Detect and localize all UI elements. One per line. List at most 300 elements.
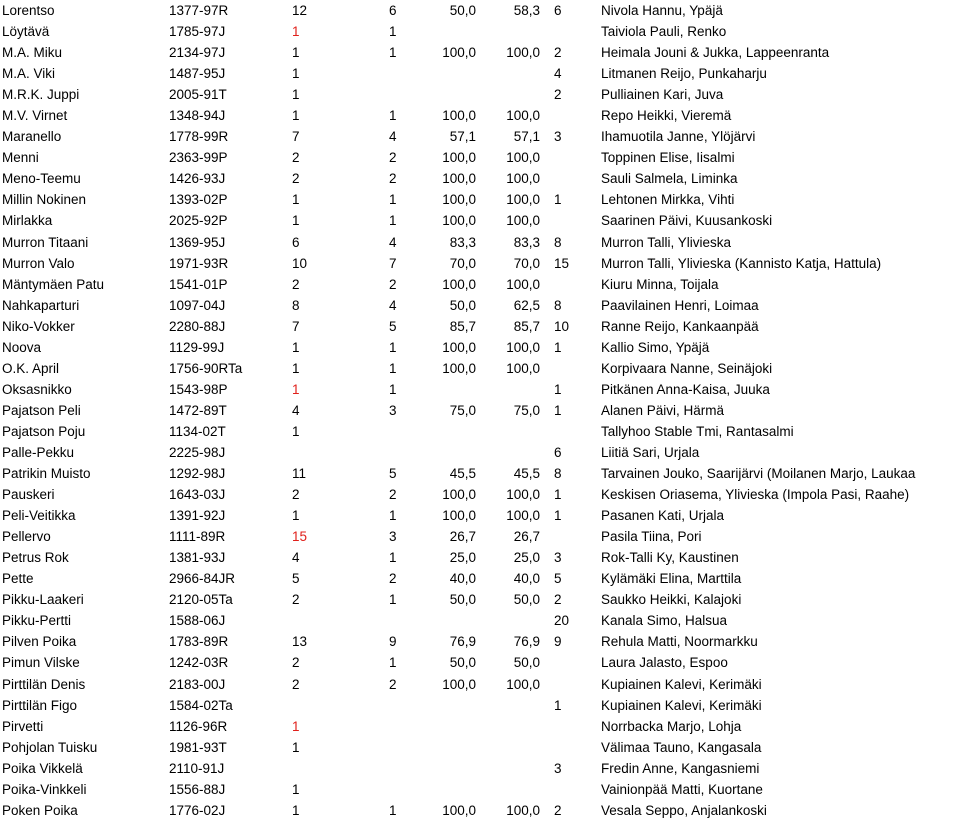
- starts-count: 2: [292, 150, 300, 166]
- registration-number: 1472-89T: [169, 402, 227, 418]
- starts-count: 2: [292, 592, 300, 608]
- extra-count: 6: [554, 3, 562, 19]
- starts-count: [292, 758, 389, 779]
- table-row: [0, 105, 960, 126]
- percentage-1: [410, 758, 480, 779]
- percentage-2: 100,0: [506, 108, 540, 124]
- owner-name: Kanala Simo, Halsua: [601, 613, 728, 629]
- owner-name: Korpivaara Nanne, Seinäjoki: [601, 360, 773, 376]
- percentage-2: 100,0: [506, 213, 540, 229]
- horse-name: Pirttilän Figo: [2, 697, 78, 713]
- horse-name: Löytävä: [2, 24, 50, 40]
- table-row: [0, 232, 960, 253]
- starts-count: 6: [292, 234, 300, 250]
- percentage-2: [480, 379, 544, 400]
- table-row: [0, 63, 960, 84]
- extra-count: [544, 105, 601, 126]
- horse-name: Pimun Vilske: [2, 655, 80, 671]
- percentage-1: 70,0: [449, 255, 476, 271]
- table-row: [0, 695, 960, 716]
- placings-count: 3: [389, 402, 397, 418]
- owner-name: Kupiainen Kalevi, Kerimäki: [601, 697, 762, 713]
- registration-number: 1381-93J: [169, 550, 226, 566]
- starts-count: 2: [292, 171, 300, 187]
- placings-count: 4: [389, 234, 397, 250]
- percentage-2: [480, 421, 544, 442]
- percentage-2: [480, 779, 544, 800]
- percentage-2: [480, 21, 544, 42]
- owner-name: Tallyhoo Stable Tmi, Rantasalmi: [601, 423, 794, 439]
- table-row: [0, 779, 960, 800]
- owner-name: Alanen Päivi, Härmä: [601, 402, 725, 418]
- percentage-2: [480, 695, 544, 716]
- horse-name: M.V. Virnet: [2, 108, 68, 124]
- table-row: [0, 484, 960, 505]
- registration-number: 2025-92P: [169, 213, 228, 229]
- extra-count: [544, 274, 601, 295]
- starts-count: 1: [292, 108, 300, 124]
- percentage-1: 100,0: [442, 276, 476, 292]
- table-row: [0, 84, 960, 105]
- table-row: [0, 379, 960, 400]
- percentage-2: 50,0: [513, 592, 540, 608]
- owner-name: Murron Talli, Ylivieska (Kannisto Katja, Hattula): [601, 255, 882, 271]
- registration-number: 2134-97J: [169, 45, 226, 61]
- horse-name: Pirttilän Denis: [2, 676, 86, 692]
- registration-number: 1426-93J: [169, 171, 226, 187]
- percentage-1: 100,0: [442, 802, 476, 818]
- horse-name: Murron Titaani: [2, 234, 89, 250]
- starts-count: [292, 442, 389, 463]
- starts-count: 2: [292, 487, 300, 503]
- percentage-1: 100,0: [442, 676, 476, 692]
- registration-number: 1783-89R: [169, 634, 229, 650]
- table-row: [0, 568, 960, 589]
- percentage-1: [410, 737, 480, 758]
- table-row: [0, 274, 960, 295]
- percentage-2: 100,0: [506, 276, 540, 292]
- horse-name: Maranello: [2, 129, 62, 145]
- percentage-1: 100,0: [442, 150, 476, 166]
- percentage-2: 100,0: [506, 339, 540, 355]
- percentage-2: 100,0: [506, 802, 540, 818]
- placings-count: 2: [389, 276, 397, 292]
- owner-name: Sauli Salmela, Liminka: [601, 171, 738, 187]
- owner-name: Rok-Talli Ky, Kaustinen: [601, 550, 739, 566]
- table-row: [0, 674, 960, 695]
- percentage-1: [410, 421, 480, 442]
- horse-name: Oksasnikko: [2, 381, 72, 397]
- horse-name: Pohjolan Tuisku: [2, 739, 98, 755]
- horse-name: Lorentso: [2, 3, 55, 19]
- starts-count: 11: [292, 466, 307, 482]
- percentage-1: 26,7: [449, 529, 476, 545]
- placings-count: 2: [389, 150, 397, 166]
- horse-name: Pellervo: [2, 529, 51, 545]
- table-row: [0, 126, 960, 147]
- percentage-1: 100,0: [442, 108, 476, 124]
- registration-number: 2183-00J: [169, 676, 226, 692]
- owner-name: Kallio Simo, Ypäjä: [601, 339, 710, 355]
- horse-name: Pauskeri: [2, 487, 55, 503]
- placings-count: [389, 716, 410, 737]
- extra-count: [544, 716, 601, 737]
- owner-name: Välimaa Tauno, Kangasala: [601, 739, 762, 755]
- horse-name: Pilven Poika: [2, 634, 77, 650]
- placings-count: [389, 695, 410, 716]
- percentage-1: [410, 379, 480, 400]
- table-row: [0, 589, 960, 610]
- extra-count: 1: [554, 697, 562, 713]
- percentage-1: 100,0: [442, 192, 476, 208]
- extra-count: 1: [554, 192, 562, 208]
- percentage-2: 70,0: [513, 255, 540, 271]
- table-row: [0, 610, 960, 631]
- percentage-2: 100,0: [506, 171, 540, 187]
- horse-name: Millin Nokinen: [2, 192, 87, 208]
- horse-name: Poika Vikkelä: [2, 760, 83, 776]
- owner-name: Pasila Tiina, Pori: [601, 529, 702, 545]
- percentage-2: [480, 442, 544, 463]
- percentage-2: 26,7: [513, 529, 540, 545]
- percentage-1: [410, 716, 480, 737]
- percentage-1: [410, 63, 480, 84]
- horse-name: Poika-Vinkkeli: [2, 781, 87, 797]
- registration-number: 1778-99R: [169, 129, 229, 145]
- percentage-2: 100,0: [506, 487, 540, 503]
- extra-count: 10: [554, 318, 570, 334]
- table-row: [0, 652, 960, 673]
- table-row: [0, 800, 960, 821]
- percentage-1: 76,9: [449, 634, 476, 650]
- percentage-1: [410, 21, 480, 42]
- percentage-2: 50,0: [513, 655, 540, 671]
- horse-name: M.R.K. Juppi: [2, 87, 80, 103]
- table-row: [0, 716, 960, 737]
- starts-count: 1: [292, 381, 300, 397]
- percentage-2: 75,0: [513, 402, 540, 418]
- starts-count: 15: [292, 529, 308, 545]
- registration-number: 1543-98P: [169, 381, 228, 397]
- percentage-2: [480, 610, 544, 631]
- starts-count: 2: [292, 655, 300, 671]
- registration-number: 1097-04J: [169, 297, 226, 313]
- placings-count: 1: [389, 802, 397, 818]
- percentage-2: 100,0: [506, 150, 540, 166]
- registration-number: 1242-03R: [169, 655, 229, 671]
- percentage-1: 40,0: [449, 571, 476, 587]
- placings-count: 1: [389, 381, 397, 397]
- table-row: [0, 21, 960, 42]
- percentage-2: 58,3: [513, 3, 540, 19]
- extra-count: 4: [554, 66, 562, 82]
- placings-count: 2: [389, 571, 397, 587]
- table-row: [0, 0, 960, 21]
- table-row: [0, 421, 960, 442]
- percentage-1: 100,0: [442, 508, 476, 524]
- table-row: [0, 189, 960, 210]
- percentage-1: 100,0: [442, 487, 476, 503]
- registration-number: 1776-02J: [169, 802, 226, 818]
- placings-count: 1: [389, 655, 397, 671]
- extra-count: [544, 674, 601, 695]
- horse-name: Nahkaparturi: [2, 297, 80, 313]
- extra-count: 1: [554, 402, 562, 418]
- owner-name: Tarvainen Jouko, Saarijärvi (Moilanen Marjo, Laukaa: [601, 466, 916, 482]
- horse-name: Murron Valo: [2, 255, 75, 271]
- placings-count: [389, 779, 410, 800]
- percentage-1: [410, 779, 480, 800]
- placings-count: 9: [389, 634, 397, 650]
- table-row: [0, 358, 960, 379]
- placings-count: 6: [389, 3, 397, 19]
- table-row: [0, 505, 960, 526]
- percentage-1: 45,5: [449, 466, 476, 482]
- percentage-1: 100,0: [442, 213, 476, 229]
- extra-count: 2: [554, 87, 562, 103]
- placings-count: 1: [389, 550, 397, 566]
- placings-count: 5: [389, 318, 397, 334]
- registration-number: 1111-89R: [169, 529, 226, 545]
- starts-count: 1: [292, 45, 300, 61]
- starts-count: 13: [292, 634, 308, 650]
- horse-name: Petrus Rok: [2, 550, 69, 566]
- extra-count: 20: [554, 613, 570, 629]
- owner-name: Ihamuotila Janne, Ylöjärvi: [601, 129, 756, 145]
- extra-count: 8: [554, 234, 562, 250]
- placings-count: 1: [389, 192, 397, 208]
- placings-count: 2: [389, 487, 397, 503]
- percentage-2: 100,0: [506, 360, 540, 376]
- horse-name: Mäntymäen Patu: [2, 276, 105, 292]
- placings-count: 1: [389, 108, 397, 124]
- percentage-1: 83,3: [449, 234, 476, 250]
- extra-count: [544, 421, 601, 442]
- owner-name: Nivola Hannu, Ypäjä: [601, 3, 723, 19]
- owner-name: Laura Jalasto, Espoo: [601, 655, 728, 671]
- percentage-2: 85,7: [513, 318, 540, 334]
- percentage-1: 50,0: [449, 655, 476, 671]
- horse-name: M.A. Viki: [2, 66, 56, 82]
- placings-count: 1: [389, 45, 397, 61]
- owner-name: Kylämäki Elina, Marttila: [601, 571, 742, 587]
- registration-number: 1348-94J: [169, 108, 226, 124]
- percentage-1: 100,0: [442, 360, 476, 376]
- owner-name: Norrbacka Marjo, Lohja: [601, 718, 742, 734]
- percentage-1: [410, 695, 480, 716]
- table-row: [0, 42, 960, 63]
- placings-count: 2: [389, 171, 397, 187]
- table-row: [0, 400, 960, 421]
- percentage-2: 100,0: [506, 676, 540, 692]
- owner-name: Liitiä Sari, Urjala: [601, 445, 700, 460]
- percentage-1: [410, 84, 480, 105]
- extra-count: 8: [554, 466, 562, 482]
- owner-name: Repo Heikki, Vieremä: [601, 108, 732, 124]
- starts-count: 7: [292, 318, 300, 334]
- owner-name: Keskisen Oriasema, Ylivieska (Impola Pasi, Raahe): [601, 487, 910, 503]
- starts-count: 1: [292, 24, 300, 40]
- table-row: [0, 253, 960, 274]
- starts-count: 4: [292, 402, 300, 418]
- placings-count: 1: [389, 24, 397, 40]
- owner-name: Pulliainen Kari, Juva: [601, 87, 724, 103]
- owner-name: Rehula Matti, Noormarkku: [601, 634, 758, 650]
- percentage-2: 40,0: [513, 571, 540, 587]
- extra-count: [544, 737, 601, 758]
- percentage-2: 100,0: [506, 508, 540, 524]
- percentage-2: 100,0: [506, 45, 540, 61]
- registration-number: 1643-03J: [169, 487, 226, 503]
- placings-count: 5: [389, 466, 397, 482]
- placings-count: 4: [389, 129, 397, 145]
- owner-name: Murron Talli, Ylivieska: [601, 234, 732, 250]
- owner-name: Vainionpää Matti, Kuortane: [601, 781, 763, 797]
- extra-count: 3: [554, 129, 562, 145]
- extra-count: [544, 652, 601, 673]
- percentage-2: 57,1: [513, 129, 540, 145]
- starts-count: 1: [292, 718, 300, 734]
- horse-name: Pikku-Pertti: [2, 613, 72, 629]
- starts-count: 1: [292, 508, 300, 524]
- registration-number: 1981-93T: [169, 739, 227, 755]
- percentage-2: [480, 758, 544, 779]
- horse-name: O.K. April: [2, 360, 60, 376]
- owner-name: Kupiainen Kalevi, Kerimäki: [601, 676, 762, 692]
- extra-count: 1: [554, 381, 562, 397]
- owner-name: Lehtonen Mirkka, Vihti: [601, 192, 735, 208]
- extra-count: 8: [554, 297, 562, 313]
- registration-number: 1393-02P: [169, 192, 228, 208]
- registration-number: 1292-98J: [169, 466, 226, 482]
- registration-number: 1584-02Ta: [169, 697, 233, 713]
- extra-count: 6: [554, 445, 562, 460]
- registration-number: 2363-99P: [169, 150, 228, 166]
- starts-count: 8: [292, 297, 300, 313]
- extra-count: 9: [554, 634, 562, 650]
- placings-count: [389, 737, 410, 758]
- registration-number: 2966-84JR: [169, 571, 236, 587]
- percentage-2: 62,5: [513, 297, 540, 313]
- starts-count: 5: [292, 571, 300, 587]
- table-row: [0, 337, 960, 358]
- percentage-1: 100,0: [442, 171, 476, 187]
- owner-name: Saarinen Päivi, Kuusankoski: [601, 213, 773, 229]
- percentage-1: 50,0: [449, 3, 476, 19]
- percentage-1: 57,1: [449, 129, 476, 145]
- extra-count: [544, 358, 601, 379]
- percentage-1: 25,0: [449, 550, 476, 566]
- percentage-2: [480, 737, 544, 758]
- placings-count: [389, 84, 410, 105]
- registration-number: 1588-06J: [169, 613, 226, 629]
- starts-count: 1: [292, 781, 300, 797]
- horse-name: Noova: [2, 339, 42, 355]
- percentage-2: 83,3: [513, 234, 540, 250]
- registration-number: 2110-91J: [169, 760, 225, 776]
- placings-count: 1: [389, 592, 397, 608]
- percentage-2: 25,0: [513, 550, 540, 566]
- starts-count: 1: [292, 339, 300, 355]
- extra-count: 2: [554, 45, 562, 61]
- extra-count: 3: [554, 550, 562, 566]
- horse-name: Niko-Vokker: [2, 318, 75, 334]
- placings-count: 4: [389, 297, 397, 313]
- table-row: [0, 295, 960, 316]
- percentage-1: [410, 610, 480, 631]
- extra-count: 5: [554, 571, 562, 587]
- extra-count: 2: [554, 802, 562, 818]
- table-row: [0, 442, 960, 463]
- owner-name: Litmanen Reijo, Punkaharju: [601, 66, 767, 82]
- table-row: [0, 526, 960, 547]
- starts-count: 12: [292, 3, 308, 19]
- starts-count: 1: [292, 192, 300, 208]
- registration-number: 1126-96R: [169, 718, 228, 734]
- horse-name: Patrikin Muisto: [2, 466, 91, 482]
- owner-name: Pitkänen Anna-Kaisa, Juuka: [601, 381, 770, 397]
- extra-count: 1: [554, 508, 562, 524]
- horse-name: Menni: [2, 150, 39, 166]
- owner-name: Toppinen Elise, Iisalmi: [601, 150, 735, 166]
- table-row: [0, 463, 960, 484]
- extra-count: [544, 779, 601, 800]
- table-row: [0, 210, 960, 231]
- extra-count: [544, 168, 601, 189]
- registration-number: 1556-88J: [169, 781, 226, 797]
- horse-name: Pajatson Peli: [2, 402, 81, 418]
- extra-count: [544, 21, 601, 42]
- extra-count: 1: [554, 487, 562, 503]
- percentage-2: [480, 84, 544, 105]
- registration-number: 2005-91T: [169, 87, 227, 103]
- starts-count: 1: [292, 213, 300, 229]
- percentage-2: 100,0: [506, 192, 540, 208]
- table-row: [0, 147, 960, 168]
- table-row: [0, 547, 960, 568]
- starts-count: 4: [292, 550, 300, 566]
- horse-name: Pajatson Poju: [2, 423, 86, 439]
- owner-name: Ranne Reijo, Kankaanpää: [601, 318, 759, 334]
- percentage-1: [410, 442, 480, 463]
- owner-name: Vesala Seppo, Anjalankoski: [601, 802, 767, 818]
- table-row: [0, 631, 960, 652]
- starts-count: 1: [292, 66, 300, 82]
- placings-count: [389, 758, 410, 779]
- placings-count: [389, 610, 410, 631]
- horse-name: Poken Poika: [2, 802, 78, 818]
- starts-count: [292, 610, 389, 631]
- owner-name: Taiviola Pauli, Renko: [601, 24, 727, 40]
- placings-count: 3: [389, 529, 397, 545]
- extra-count: 2: [554, 592, 562, 608]
- registration-number: 2225-98J: [169, 445, 226, 460]
- percentage-2: 45,5: [513, 466, 540, 482]
- registration-number: 1756-90RTa: [169, 360, 243, 376]
- horse-name: Pikku-Laakeri: [2, 592, 84, 608]
- registration-number: 1785-97J: [169, 24, 226, 40]
- registration-number: 1541-01P: [169, 276, 228, 292]
- registration-number: 1391-92J: [169, 508, 226, 524]
- placings-count: [389, 63, 410, 84]
- percentage-1: 75,0: [449, 402, 476, 418]
- table-row: [0, 758, 960, 779]
- starts-count: 1: [292, 739, 300, 755]
- horse-name: Mirlakka: [2, 213, 53, 229]
- owner-name: Kiuru Minna, Toijala: [601, 276, 719, 292]
- registration-number: 1971-93R: [169, 255, 229, 271]
- percentage-1: 100,0: [442, 45, 476, 61]
